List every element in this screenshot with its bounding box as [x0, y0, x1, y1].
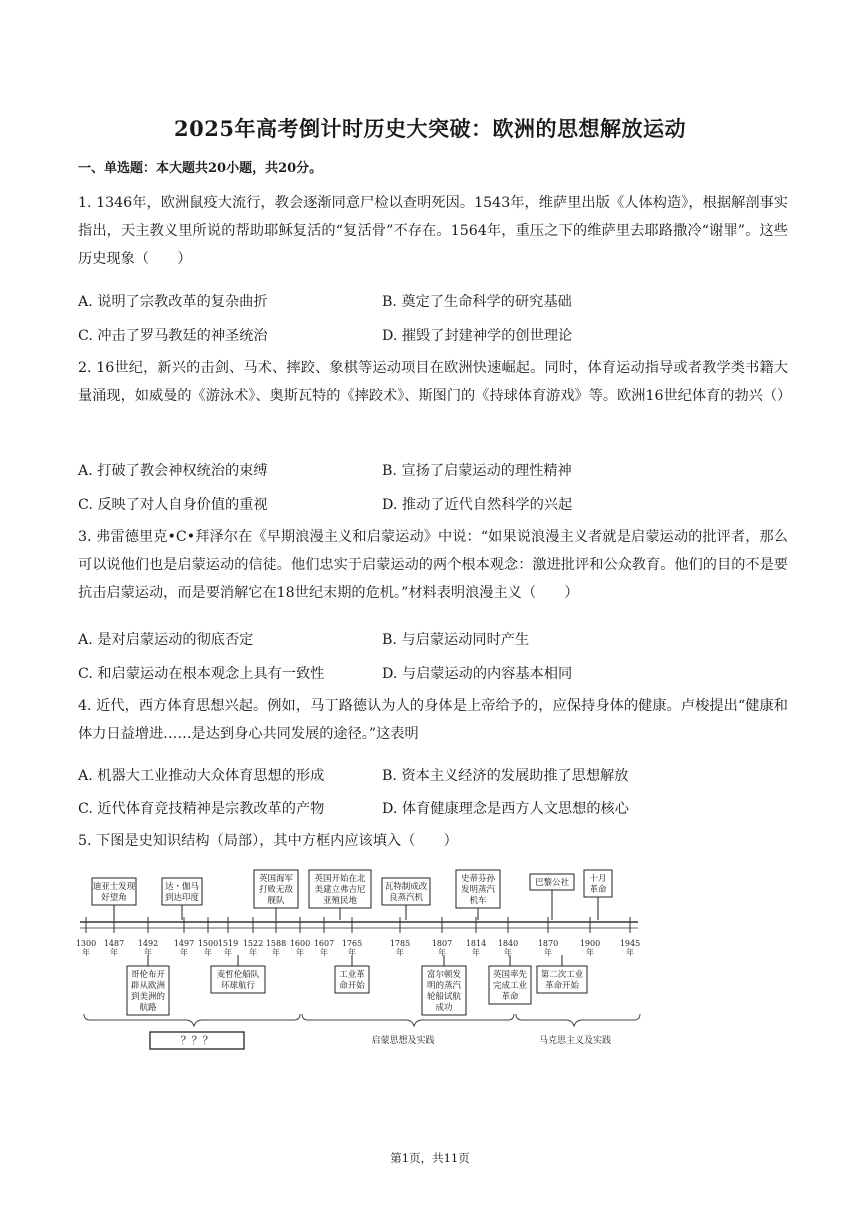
q1-option-c: C. 冲击了罗马教廷的神圣统治 [78, 328, 268, 344]
timeline-event-above [382, 878, 430, 920]
q3-option-b: B. 与启蒙运动同时产生 [382, 632, 530, 648]
svg-text:好望角: 好望角 [101, 893, 127, 903]
timeline-year-label: 1814 年 [465, 939, 487, 957]
question-3-stem: 3. 弗雷德里克•C•拜泽尔在《早期浪漫主义和启蒙运动》中说：“如果说浪漫主义者就是启蒙运动的批评者，那么可以说他们也是启蒙运动的信徒。他们忠实于启蒙运动的两个根本观念：激进批评和公众教育。他们的目的不是要抗击启蒙运动，而是要消解它在18世纪末期的危机。”材料表明浪漫主义（ ） [78, 529, 788, 601]
timeline-event-below [127, 955, 169, 1015]
timeline-year-label: 1785 年 [389, 939, 411, 957]
svg-text:到美洲的: 到美洲的 [130, 992, 166, 1002]
timeline-year-label: 1487 年 [103, 939, 125, 957]
timeline-figure [75, 862, 648, 1062]
q3-option-c: C. 和启蒙运动在根本观念上具有一致性 [78, 666, 325, 682]
svg-text:达・伽马: 达・伽马 [164, 882, 200, 892]
svg-text:美建立弗吉尼: 美建立弗吉尼 [314, 885, 366, 895]
timeline-year-label: 1945 年 [619, 939, 641, 957]
timeline-event-above [309, 870, 371, 920]
timeline-year-labels [76, 939, 640, 957]
timeline-event-below [537, 955, 587, 993]
question-4-stem: 4. 近代，西方体育思想兴起。例如，马丁路德认为人的身体是上帝给予的，应保持身体的健康。卢梭提出“健康和体力日益增进……是达到身心共同发展的途径。”这表明 [78, 698, 788, 742]
svg-text:迪亚士发现: 迪亚士发现 [92, 882, 136, 892]
page-footer: 第1页，共11页 [390, 1151, 470, 1165]
q2-option-b: B. 宣扬了启蒙运动的理性精神 [382, 463, 572, 479]
q3-option-d: D. 与启蒙运动的内容基本相同 [382, 666, 573, 682]
svg-text:革命: 革命 [501, 992, 519, 1002]
timeline-year-label: 1840 年 [497, 939, 519, 957]
q1-option-d: D. 摧毁了封建神学的创世理论 [382, 328, 573, 344]
svg-text:巴黎公社: 巴黎公社 [534, 878, 570, 888]
svg-text:英国开始在北: 英国开始在北 [314, 874, 366, 884]
q4-option-b: B. 资本主义经济的发展助推了思想解放 [382, 768, 629, 784]
timeline-event-below [422, 955, 466, 1015]
svg-text:舰队: 舰队 [267, 896, 285, 906]
blank-answer-marks: ？？？ [180, 1034, 214, 1047]
timeline-ticks [86, 917, 630, 933]
svg-text:良蒸汽机: 良蒸汽机 [388, 893, 424, 903]
timeline-event-below [335, 955, 369, 993]
page-title: 2025年高考倒计时历史大突破：欧洲的思想解放运动 [174, 116, 686, 141]
svg-text:轮船试航: 轮船试航 [426, 992, 462, 1002]
timeline-event-above [456, 870, 500, 920]
timeline-event-above [254, 870, 298, 920]
question-5-stem: 5. 下图是史知识结构（局部），其中方框内应该填入（ ） [78, 833, 458, 849]
timeline-year-label: 1500 年 [197, 939, 219, 957]
timeline-year-label: 1300 年 [75, 939, 97, 957]
svg-text:英国海军: 英国海军 [258, 874, 294, 884]
timeline-event-above [530, 874, 574, 920]
timeline-event-above [584, 870, 612, 920]
svg-text:机车: 机车 [469, 896, 487, 906]
period-label-marxism: 马克思主义及实践 [538, 1036, 612, 1046]
svg-text:明的蒸汽: 明的蒸汽 [426, 981, 462, 991]
timeline-year-label: 1765 年 [341, 939, 363, 957]
timeline-year-label: 1522 年 [242, 939, 264, 957]
timeline-event-below [489, 955, 531, 1004]
timeline-below-events [127, 955, 587, 1015]
svg-text:航路: 航路 [139, 1003, 157, 1013]
svg-text:辟从欧洲: 辟从欧洲 [130, 981, 166, 991]
svg-text:工业革: 工业革 [339, 970, 365, 980]
svg-text:富尔顿发: 富尔顿发 [426, 970, 462, 980]
timeline-event-above [92, 878, 136, 920]
question-2-stem: 2. 16世纪，新兴的击剑、马术、摔跤、象棋等运动项目在欧洲快速崛起。同时，体育运动指导或者教学类书籍大量涌现，如威曼的《游泳术》、奥斯瓦特的《摔跤术》、斯图门的《持球体育游戏》等。欧洲16世纪体育的勃兴（） [78, 360, 792, 404]
svg-text:英国率先: 英国率先 [492, 970, 528, 980]
timeline-event-above [162, 878, 202, 920]
svg-text:发明蒸汽: 发明蒸汽 [460, 885, 496, 895]
svg-text:打败无敌: 打败无敌 [258, 885, 294, 895]
brace-middle [302, 1014, 514, 1026]
timeline-above-events [92, 870, 612, 920]
svg-text:完成工业: 完成工业 [492, 981, 528, 991]
svg-text:命开始: 命开始 [339, 981, 365, 991]
q4-option-c: C. 近代体育竞技精神是宗教改革的产物 [78, 801, 325, 817]
q3-option-a: A. 是对启蒙运动的彻底否定 [78, 632, 254, 648]
svg-text:环球航行: 环球航行 [220, 981, 256, 991]
svg-text:革命: 革命 [589, 885, 607, 895]
svg-text:成功: 成功 [435, 1003, 453, 1013]
timeline-braces [84, 1014, 640, 1026]
svg-text:亚殖民地: 亚殖民地 [322, 896, 358, 906]
q2-option-d: D. 推动了近代自然科学的兴起 [382, 497, 573, 513]
period-label-enlightenment: 启蒙思想及实践 [371, 1036, 435, 1046]
brace-right [516, 1014, 640, 1026]
timeline-year-label: 1607 年 [313, 939, 335, 957]
q4-option-d: D. 体育健康理念是西方人文思想的核心 [382, 801, 629, 817]
svg-text:史蒂芬孙: 史蒂芬孙 [460, 874, 496, 884]
section-heading: 一、单选题：本大题共20小题，共20分。 [78, 161, 323, 176]
svg-text:革命开始: 革命开始 [544, 981, 580, 991]
question-1-stem: 1. 1346年，欧洲鼠疫大流行，教会逐渐同意尸检以查明死因。1543年，维萨里出版《人体构造》，根据解剖事实指出，天主教义里所说的帮助耶稣复活的“复活骨”不存在。1564年，重压之下的维萨里去耶路撒冷“谢罪”。这些历史现象（ ） [78, 195, 788, 267]
timeline-year-label: 1807 年 [431, 939, 453, 957]
q1-option-a: A. 说明了宗教改革的复杂曲折 [78, 294, 268, 310]
svg-text:麦哲伦船队: 麦哲伦船队 [216, 970, 260, 980]
q4-option-a: A. 机器大工业推动大众体育思想的形成 [78, 768, 325, 784]
timeline-year-label: 1600 年 [289, 939, 311, 957]
svg-text:十月: 十月 [589, 874, 607, 884]
timeline-event-below [211, 955, 265, 993]
q2-option-c: C. 反映了对人自身价值的重视 [78, 497, 268, 513]
q2-option-a: A. 打破了教会神权统治的束缚 [78, 463, 268, 479]
svg-text:到达印度: 到达印度 [164, 893, 200, 903]
timeline-year-label: 1900 年 [579, 939, 601, 957]
timeline-year-label: 1870 年 [537, 939, 559, 957]
timeline-year-label: 1497 年 [173, 939, 195, 957]
timeline-year-label: 1492 年 [137, 939, 159, 957]
brace-left [84, 1014, 300, 1026]
q1-option-b: B. 奠定了生命科学的研究基础 [382, 294, 572, 310]
svg-text:第二次工业: 第二次工业 [540, 970, 584, 980]
timeline-year-label: 1519 年 [217, 939, 239, 957]
timeline-year-label: 1588 年 [265, 939, 287, 957]
svg-text:瓦特制成改: 瓦特制成改 [384, 882, 428, 892]
svg-text:哥伦布开: 哥伦布开 [130, 970, 166, 980]
timeline-svg [75, 862, 648, 1062]
